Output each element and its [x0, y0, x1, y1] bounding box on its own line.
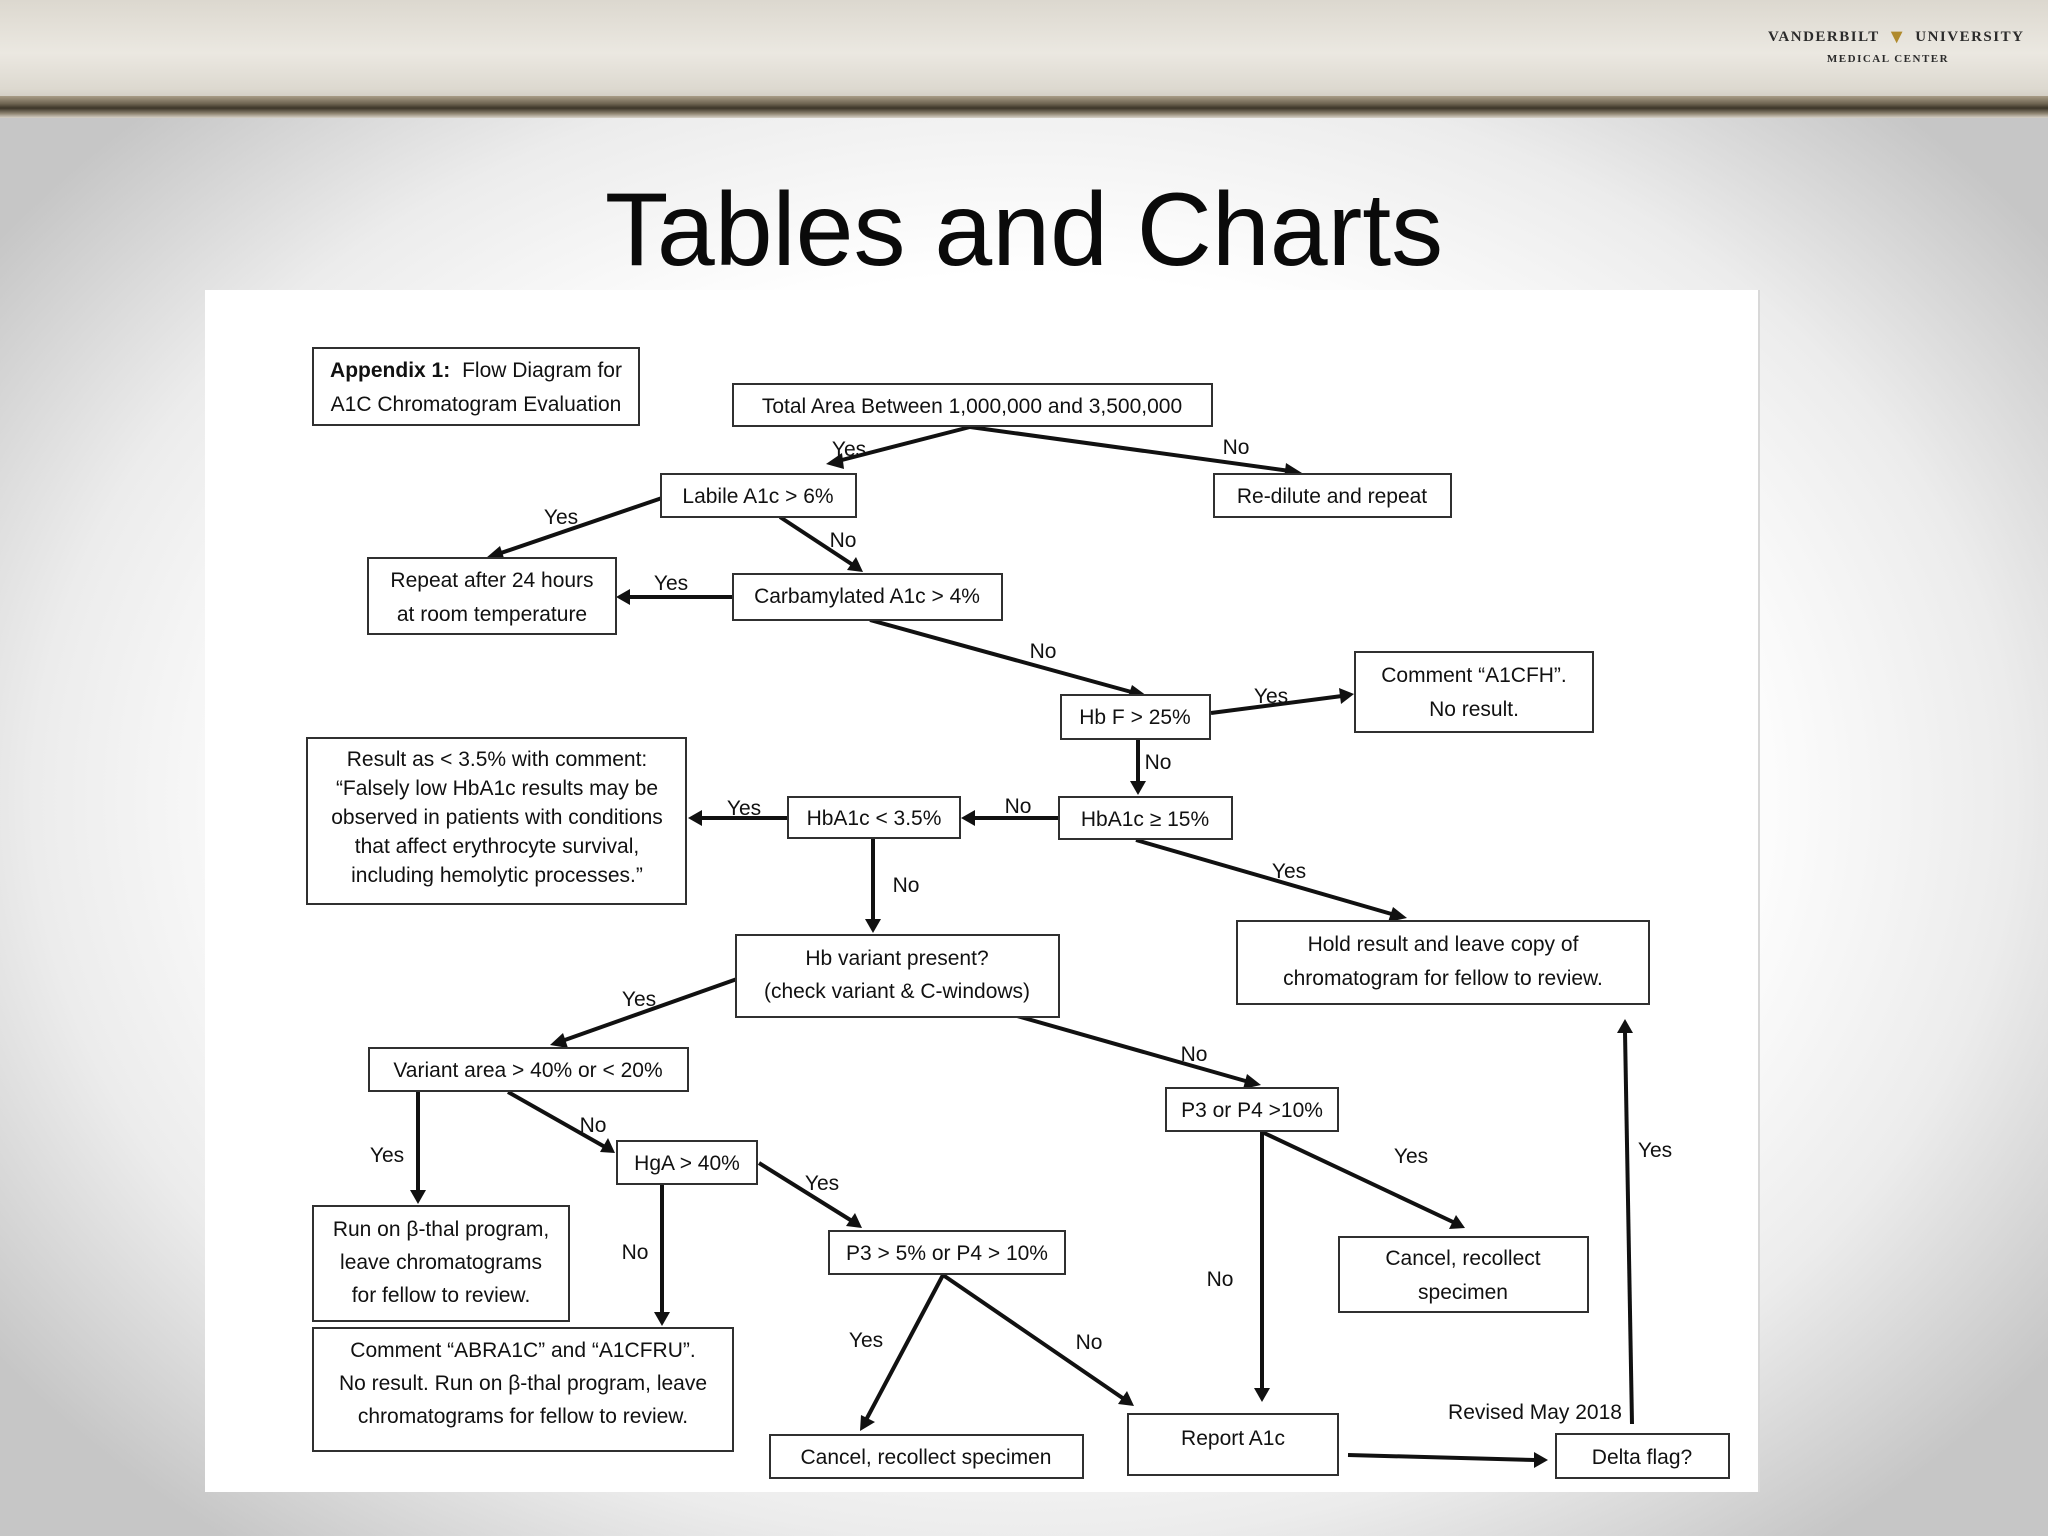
edge-label-no: No [621, 1241, 649, 1264]
edge-label-no: No [1206, 1268, 1234, 1291]
node-abra [313, 1328, 733, 1451]
node-abra-line2: No result. Run on β-thal program, leave [338, 1372, 708, 1395]
logo-primary: VANDERBILT [1768, 29, 1880, 45]
node-labile-label: Labile A1c > 6% [682, 485, 834, 508]
node-bthal-line3: for fellow to review. [351, 1284, 531, 1307]
node-hold [1237, 921, 1649, 1004]
arrow-report-delta [1348, 1455, 1535, 1460]
node-repeat [368, 558, 616, 634]
node-redilute [1214, 474, 1451, 517]
node-result-low-line4: that affect erythrocyte survival, [354, 835, 640, 858]
node-p3p4 [1166, 1088, 1338, 1131]
edge-label-no: No [829, 529, 857, 552]
edge-label-no: No [1180, 1043, 1208, 1066]
arrow-head [1243, 1074, 1261, 1089]
node-comment-a1cfh [1355, 652, 1593, 732]
node-result-low-line5: including hemolytic processes.” [351, 864, 643, 887]
node-result-low [307, 738, 686, 904]
edge-label-yes: Yes [1393, 1145, 1429, 1168]
arrow-head [1388, 907, 1407, 922]
edge-label-no: No [1222, 436, 1250, 459]
arrow-head [1534, 1452, 1548, 1468]
node-bthal [313, 1206, 569, 1321]
edge-label-no: No [1144, 751, 1172, 774]
node-cancel-bottom [770, 1435, 1083, 1478]
logo-secondary: UNIVERSITY [1915, 29, 2025, 45]
edge-label-yes: Yes [804, 1172, 840, 1195]
edge-label-no: No [892, 874, 920, 897]
edge-label-yes: Yes [848, 1329, 884, 1352]
arrow-delta-hold [1625, 1032, 1632, 1424]
edge-label-no: No [1029, 640, 1057, 663]
node-variant-area-label: Variant area > 40% or < 20% [393, 1059, 663, 1082]
node-comment-a1cfh-line2: No result. [1429, 698, 1519, 721]
edge-label-yes: Yes [543, 506, 579, 529]
node-result-low-line3: observed in patients with conditions [331, 806, 663, 829]
node-hold-line2: chromatogram for fellow to review. [1283, 967, 1603, 990]
node-abra-line1: Comment “ABRA1C” and “A1CFRU”. [350, 1339, 696, 1362]
node-report [1128, 1414, 1338, 1475]
node-hga-label: HgA > 40% [634, 1152, 740, 1175]
node-hba1c-low-label: HbA1c < 3.5% [806, 807, 942, 830]
node-cancel-bottom-label: Cancel, recollect specimen [800, 1446, 1052, 1469]
node-delta [1556, 1434, 1729, 1478]
arrow-head [865, 919, 881, 933]
node-redilute-label: Re-dilute and repeat [1236, 485, 1428, 508]
arrow-head [550, 1033, 568, 1048]
edge-label-yes: Yes [1637, 1139, 1673, 1162]
logo-sub: MEDICAL CENTER [1826, 53, 1950, 65]
arrow-carb-hbf [870, 620, 1135, 693]
node-bthal-line1: Run on β-thal program, [332, 1218, 550, 1241]
node-cancel-right-line1: Cancel, recollect [1385, 1247, 1541, 1270]
arrow-head [1130, 781, 1146, 795]
node-cancel-right-line2: specimen [1418, 1281, 1508, 1304]
node-cancel-right [1339, 1237, 1588, 1312]
edge-label-yes: Yes [831, 438, 867, 461]
appendix-title: Flow Diagram for [462, 359, 622, 382]
edge-label-yes: Yes [369, 1144, 405, 1167]
node-bthal-line2: leave chromatograms [340, 1251, 542, 1274]
arrow-head [1617, 1019, 1633, 1033]
node-hga [617, 1141, 757, 1184]
node-comment-a1cfh-line1: Comment “A1CFH”. [1381, 664, 1567, 687]
arrow-head [961, 810, 975, 826]
logo-v-icon: ▼ [1886, 26, 1908, 48]
node-carbamylated-label: Carbamylated A1c > 4% [754, 585, 980, 608]
node-report-label: Report A1c [1181, 1427, 1285, 1450]
node-hbf [1061, 695, 1210, 739]
arrow-15-hold [1136, 840, 1395, 915]
node-total-area-label: Total Area Between 1,000,000 and 3,500,000 [761, 395, 1183, 418]
node-result-low-line1: Result as < 3.5% with comment: [346, 748, 648, 771]
node-repeat-line1: Repeat after 24 hours [390, 569, 594, 592]
node-delta-label: Delta flag? [1591, 1446, 1693, 1469]
node-abra-line3: chromatograms for fellow to review. [357, 1405, 689, 1428]
edge-label-no: No [1004, 795, 1032, 818]
arrow-variant-p3p4 [1017, 1016, 1249, 1082]
node-hb-variant [736, 935, 1059, 1017]
appendix-subtitle: A1C Chromatogram Evaluation [330, 393, 622, 416]
edge-label-no: No [1075, 1331, 1103, 1354]
arrow-head [616, 589, 630, 605]
node-hba1c-high-label: HbA1c ≥ 15% [1080, 808, 1210, 831]
edge-label-yes: Yes [1271, 860, 1307, 883]
node-p3-p4-5-10-label: P3 > 5% or P4 > 10% [846, 1242, 1048, 1265]
node-total-area [733, 384, 1212, 426]
svg-text:Appendix 1: Flow Diagram [330, 359, 622, 382]
node-hba1c-high [1059, 797, 1232, 839]
node-repeat-line2: at room temperature [396, 603, 588, 626]
node-hb-variant-line2: (check variant & C-windows) [763, 980, 1031, 1003]
node-p3-p4-5-10 [829, 1231, 1065, 1274]
edge-label-no: No [579, 1114, 607, 1137]
node-result-low-line2: “Falsely low HbA1c results may be [335, 777, 659, 800]
revised-note: Revised May 2018 [1448, 1401, 1622, 1424]
edge-label-yes: Yes [621, 988, 657, 1011]
arrow-head [410, 1190, 426, 1204]
slide-title: Tables and Charts [604, 172, 1444, 288]
node-carbamylated [733, 574, 1002, 620]
edge-label-yes: Yes [726, 797, 762, 820]
edge-label-yes: Yes [653, 572, 689, 595]
node-hba1c-low [788, 797, 960, 838]
node-hb-variant-line1: Hb variant present? [805, 947, 989, 970]
arrow-head [688, 810, 702, 826]
edge-label-yes: Yes [1253, 685, 1289, 708]
appendix-prefix: Appendix 1: [330, 359, 451, 382]
arrow-labile-repeat [498, 498, 662, 554]
node-labile [661, 474, 856, 517]
arrow-head [1339, 688, 1354, 704]
node-p3p4-label: P3 or P4 >10% [1181, 1099, 1323, 1122]
node-variant-area [369, 1048, 688, 1091]
node-hold-line1: Hold result and leave copy of [1307, 933, 1579, 956]
appendix-box [313, 348, 639, 425]
node-hbf-label: Hb F > 25% [1079, 706, 1191, 729]
arrow-head [1254, 1388, 1270, 1402]
arrow-head [654, 1312, 670, 1326]
